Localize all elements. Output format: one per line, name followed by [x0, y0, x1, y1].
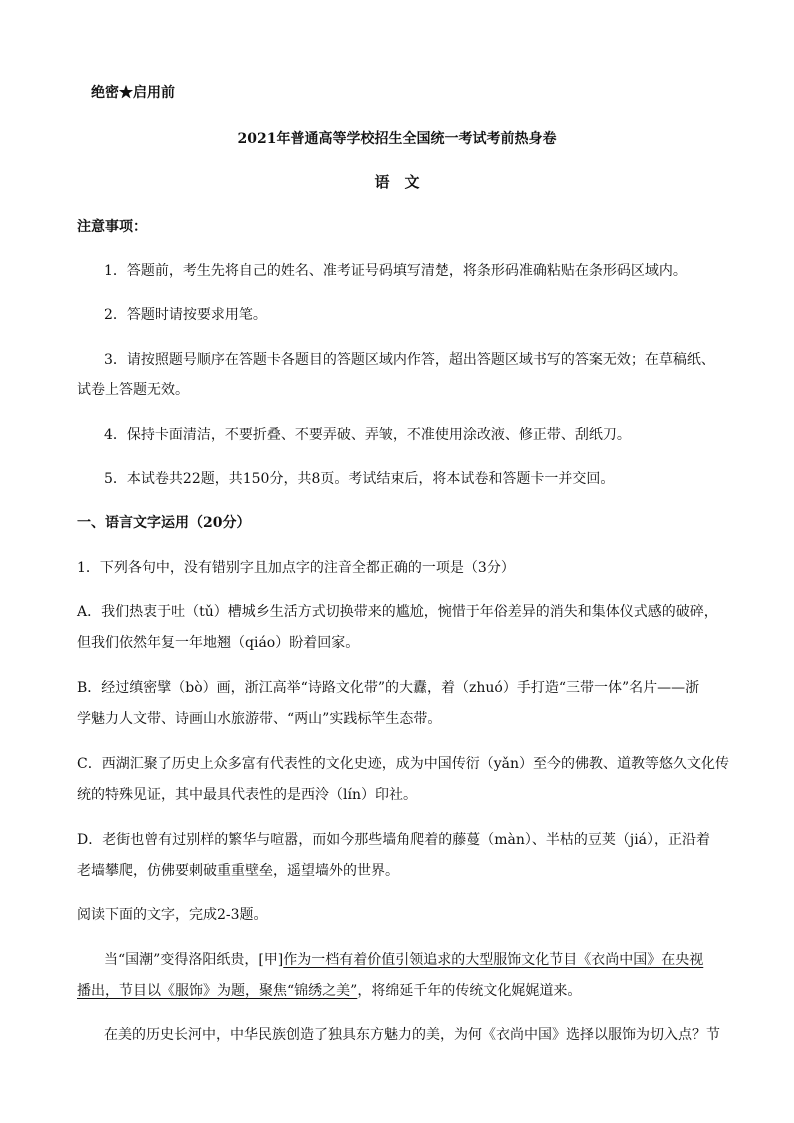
exam-title: 2021年普通高等学校招生全国统一考试考前热身卷	[237, 131, 557, 147]
notes-heading: 注意事项：	[77, 219, 147, 235]
passage-paragraph-1-line2	[77, 982, 581, 1000]
passage-text: 当“国潮”变得洛阳纸贵，[甲]	[104, 952, 284, 968]
note-item: 5．本试卷共22题，共150分，共8页。考试结束后，将本试卷和答题卡一并交回。	[104, 471, 615, 487]
passage-paragraph-2: 在美的历史长河中，中华民族创造了独具东方魅力的美，为何《衣尚中国》选择以服饰为切入点？节	[104, 1027, 720, 1043]
reading-intro: 阅读下面的文字，完成2-3题。	[77, 907, 268, 923]
section-heading: 一、语言文字运用（20分）	[77, 515, 251, 531]
option-b-line2: 学魅力人文带、诗画山水旅游带、“两山”实践标竿生态带。	[77, 711, 442, 727]
passage-paragraph-1	[104, 951, 703, 969]
underlined-sentence: 播出，节目以《服饰》为题，聚焦“锦绣之美”	[77, 983, 358, 999]
option-c-line1: C．西湖汇聚了历史上众多富有代表性的文化史迹，成为中国传衍（yǎn）至今的佛教、道教等悠久文化传	[77, 756, 729, 772]
option-c-line2: 统的特殊见证，其中最具代表性的是西泠（lín）印社。	[77, 787, 417, 803]
note-item: 1．答题前，考生先将自己的姓名、准考证号码填写清楚，将条形码准确粘贴在条形码区域内。	[104, 263, 687, 279]
confidential-label: 绝密★启用前	[91, 85, 175, 101]
option-b-line1: B．经过缜密擘（bò）画，浙江高举“诗路文化带”的大纛，着（zhuó）手打造“三带一体”名片——浙	[77, 680, 700, 696]
option-d-line1: D．老街也曾有过别样的繁华与喧嚣，而如今那些墙角爬着的藤蔓（màn）、半枯的豆荚（jiá），正沿着	[77, 832, 711, 848]
option-a-line2: 但我们依然年复一年地翘（qiáo）盼着回家。	[77, 635, 360, 651]
question-stem: 1．下列各句中，没有错别字且加点字的注音全都正确的一项是（3分）	[77, 560, 515, 576]
note-item: 4．保持卡面清洁，不要折叠、不要弄破、弄皱，不准使用涂改液、修正带、刮纸刀。	[104, 427, 631, 443]
note-item: 2．答题时请按要求用笔。	[104, 307, 267, 323]
option-a-line1: A．我们热衷于吐（tǔ）槽城乡生活方式切换带来的尴尬，惋惜于年俗差异的消失和集体仪式感的破碎，	[77, 604, 718, 620]
subject-title: 语 文	[374, 173, 420, 191]
note-item: 3．请按照题号顺序在答题卡各题目的答题区域内作答，超出答题区域书写的答案无效；在草稿纸、	[104, 352, 715, 368]
underlined-sentence: 作为一档有着价值引领追求的大型服饰文化节目《衣尚中国》在央视	[283, 952, 704, 968]
option-d-line2: 老墙攀爬，仿佛要刺破重重壁垒，遥望墙外的世界。	[77, 863, 399, 879]
note-item-continuation: 试卷上答题无效。	[77, 382, 189, 398]
passage-text: ，将绵延千年的传统文化娓娓道来。	[357, 983, 582, 999]
